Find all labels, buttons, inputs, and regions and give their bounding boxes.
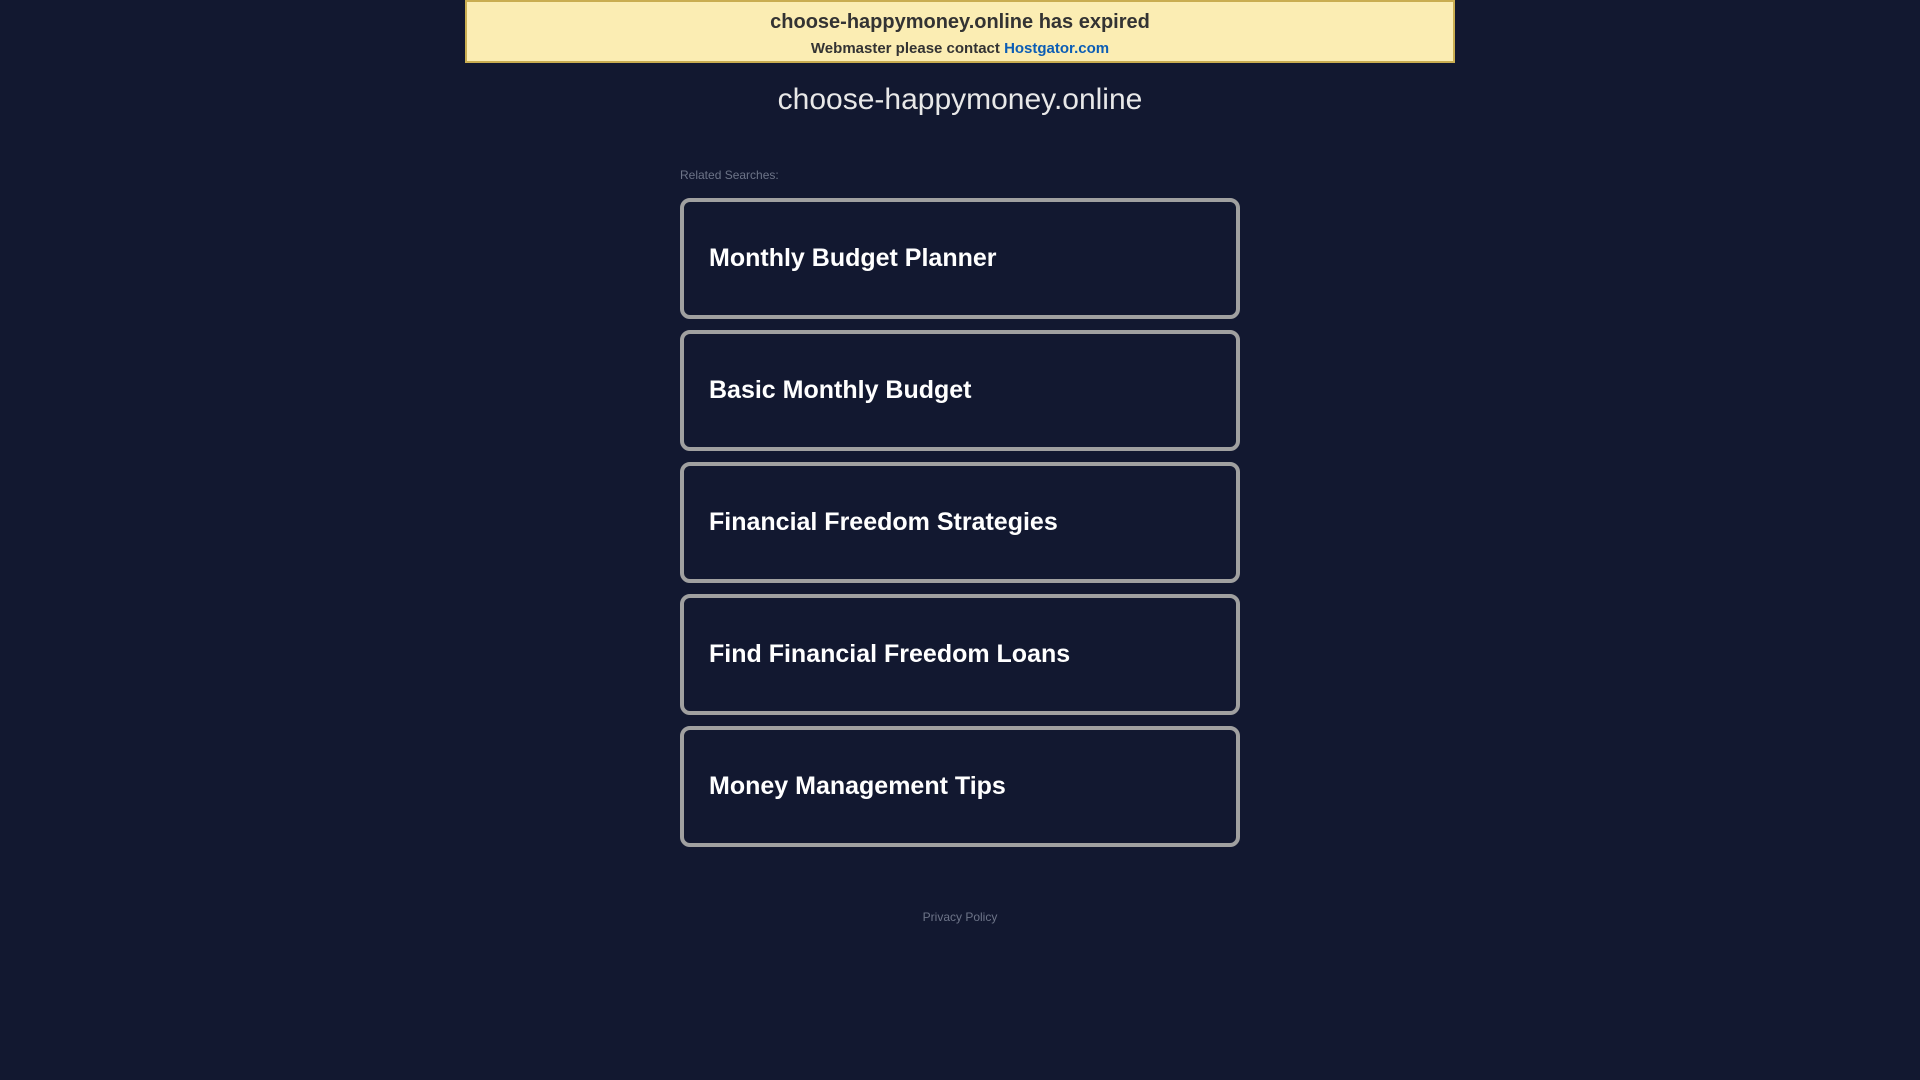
related-search-label: Monthly Budget Planner (709, 244, 997, 272)
privacy-policy-link[interactable]: Privacy Policy (922, 910, 998, 924)
page-title: choose-happymoney.online (777, 83, 1143, 116)
related-searches-list (680, 198, 1240, 858)
related-search-label: Financial Freedom Strategies (709, 508, 1058, 536)
related-search-basic-monthly-budget[interactable] (680, 330, 1240, 451)
banner-contact-line (467, 40, 1453, 57)
hostgator-link[interactable]: Hostgator.com (1004, 40, 1110, 57)
related-search-label: Money Management Tips (709, 772, 1006, 800)
related-search-find-financial-freedom-loans[interactable] (680, 594, 1240, 715)
related-search-money-management-tips[interactable] (680, 726, 1240, 847)
related-search-label: Basic Monthly Budget (709, 376, 972, 404)
banner-contact-text: Webmaster please contact (810, 40, 1000, 57)
related-search-monthly-budget-planner[interactable] (680, 198, 1240, 319)
expired-banner (465, 0, 1455, 63)
related-search-label: Find Financial Freedom Loans (709, 640, 1071, 668)
related-searches-label: Related Searches: (680, 168, 779, 182)
banner-title: choose-happymoney.online has expired (770, 11, 1150, 33)
footer (0, 910, 1920, 924)
related-search-financial-freedom-strategies[interactable] (680, 462, 1240, 583)
